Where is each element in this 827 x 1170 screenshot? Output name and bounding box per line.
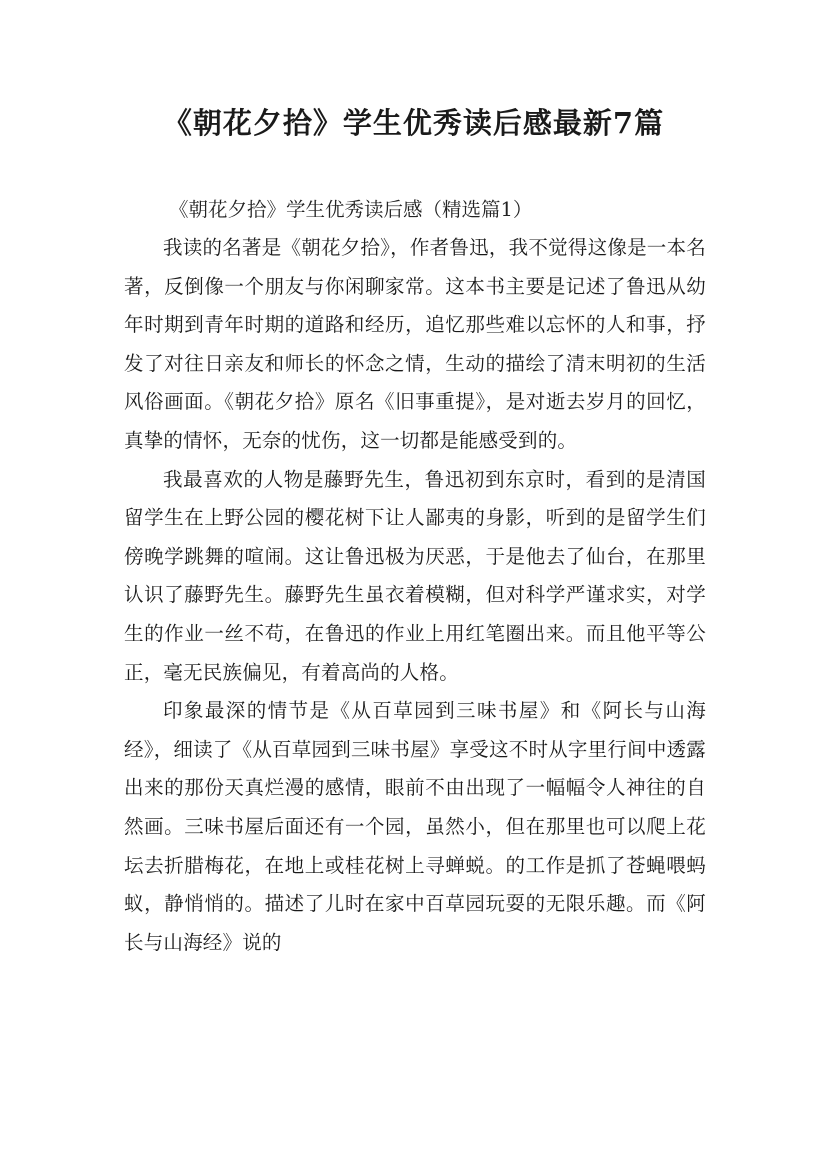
paragraph-2: 我最喜欢的人物是藤野先生，鲁迅初到东京时，看到的是清国留学生在上野公园的樱花树下让人鄙夷的身影，听到的是留学生们傍晚学跳舞的喧闹。这让鲁迅极为厌恶，于是他去了仙台，在那里认识了藤野先生。藤野先生虽衣着模糊，但对科学严谨求实，对学生的作业一丝不苟，在鲁迅的作业上用红笔圈出来。而且他平等公正，毫无民族偏见，有着高尚的人格。 — [124, 467, 706, 684]
document-body — [124, 191, 706, 962]
section-heading: 《朝花夕拾》学生优秀读后感（精选篇1） — [169, 198, 533, 221]
paragraph-3: 印象最深的情节是《从百草园到三味书屋》和《阿长与山海经》，细读了《从百草园到三味书屋》享受这不时从字里行间中透露出来的那份天真烂漫的感情，眼前不由出现了一幅幅令人神往的自然画。三味书屋后面还有一个园，虽然小，但在那里也可以爬上花坛去折腊梅花，在地上或桂花树上寻蝉蜕。的工作是抓了苍蝇喂蚂蚁，静悄悄的。描述了儿时在家中百草园玩耍的无限乐趣。而《阿长与山海经》说的 — [124, 699, 706, 954]
paragraph-1: 我读的名著是《朝花夕拾》，作者鲁迅，我不觉得这像是一本名著，反倒像一个朋友与你闲聊家常。这本书主要是记述了鲁迅从幼年时期到青年时期的道路和经历，追忆那些难以忘怀的人和事，抒发了对往日亲友和师长的怀念之情，生动的描绘了清末明初的生活风俗画面。《朝花夕拾》原名《旧事重提》，是对逝去岁月的回忆，真挚的情怀，无奈的忧伤，这一切都是能感受到的。 — [124, 236, 706, 452]
document-title: 《朝花夕拾》学生优秀读后感最新7篇 — [162, 106, 665, 140]
